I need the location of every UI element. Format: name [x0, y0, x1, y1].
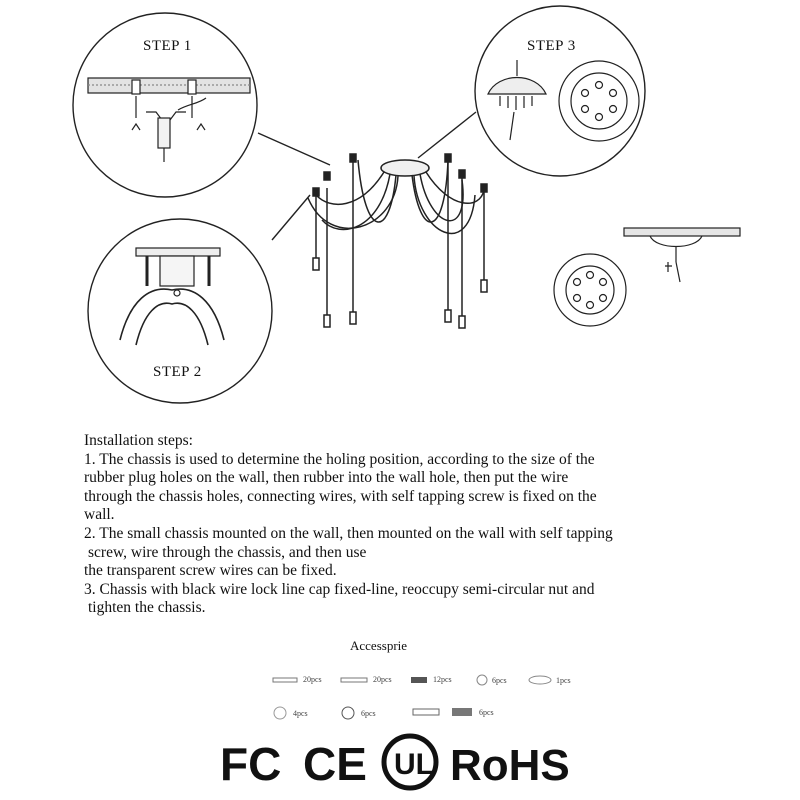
- step3-label: STEP 3: [527, 38, 576, 54]
- step2-label: STEP 2: [153, 364, 202, 380]
- instruction-line: the transparent screw wires can be fixed.: [84, 562, 337, 580]
- lock-cap-icon: [412, 706, 476, 718]
- nut-icon: [340, 705, 358, 721]
- certifications-row: [0, 732, 800, 792]
- instruction-line: 3. Chassis with black wire lock line cap fixed-line, reoccupy semi-circular nut and: [84, 580, 595, 598]
- instruction-line: tighten the chassis.: [88, 599, 206, 617]
- accessory-qty: 20pcs: [373, 675, 392, 684]
- accessory-qty: 20pcs: [303, 675, 322, 684]
- instruction-line: screw, wire through the chassis, and then use: [88, 543, 367, 561]
- cap-icon: [527, 675, 553, 685]
- svg-text:FC: FC: [220, 738, 282, 790]
- accessory-qty: 6pcs: [361, 708, 376, 718]
- accessory-ring: [272, 705, 308, 721]
- accessories-title: Accessprie: [350, 638, 408, 653]
- step2-illustration: [120, 248, 224, 345]
- accessory-qty: 1pcs: [556, 675, 571, 685]
- fcc-logo: [220, 738, 281, 790]
- step1-label: STEP 1: [143, 38, 192, 54]
- accessory-washer: [475, 673, 507, 687]
- accessory-lock-cap: [412, 706, 494, 718]
- instruction-line: 2. The small chassis mounted on the wall, then mounted on the wall with self tapping: [84, 524, 613, 542]
- ring-icon: [272, 705, 290, 721]
- accessory-cap: [527, 675, 571, 685]
- ce-logo: [303, 738, 367, 790]
- instruction-line: 1. The chassis is used to determine the holing position, according to the size of the: [84, 450, 595, 468]
- accessory-rubber-plug: [340, 675, 392, 684]
- accessory-qty: 6pcs: [479, 707, 494, 717]
- step3-illustration: [488, 60, 639, 141]
- accessory-qty: 12pcs: [433, 675, 452, 684]
- washer-icon: [475, 673, 489, 687]
- chandelier-illustration: [308, 154, 487, 328]
- accessory-connector: [410, 675, 452, 684]
- accessory-nut: [340, 705, 376, 721]
- accessory-qty: 6pcs: [492, 675, 507, 685]
- screw-icon: [272, 676, 300, 684]
- svg-text:RoHS: RoHS: [450, 741, 570, 790]
- svg-text:UL: UL: [394, 748, 434, 781]
- installation-instructions: [84, 432, 724, 618]
- svg-text:CE: CE: [303, 738, 367, 790]
- accessory-qty: 4pcs: [293, 708, 308, 718]
- instructions-heading: Installation steps:: [84, 432, 193, 449]
- ceiling-mount-detail: [554, 228, 740, 326]
- rubber-plug-icon: [340, 676, 370, 684]
- instruction-line: wall.: [84, 506, 115, 524]
- instruction-line: through the chassis holes, connecting wires, with self tapping screw is fixed on the: [84, 487, 597, 505]
- accessory-screw: [272, 675, 322, 684]
- step1-illustration: [88, 78, 250, 162]
- rohs-logo: [450, 741, 570, 790]
- instruction-line: rubber plug holes on the wall, then rubber into the wall hole, then put the wire: [84, 469, 569, 487]
- ul-logo: [384, 736, 436, 788]
- connector-icon: [410, 676, 430, 684]
